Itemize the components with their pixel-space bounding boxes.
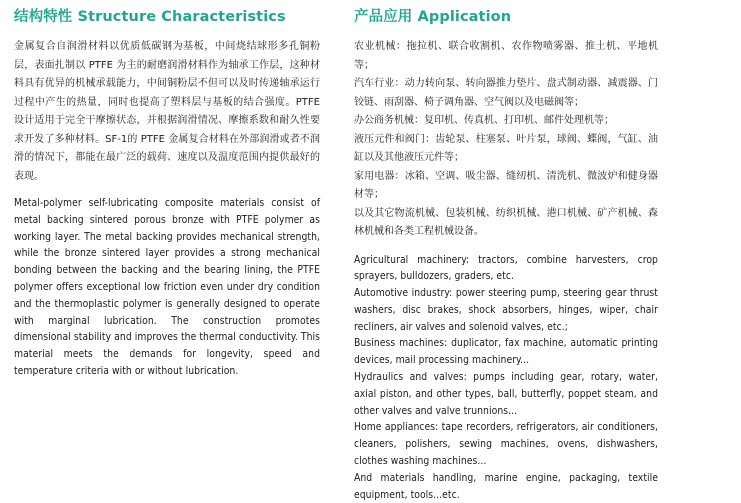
- application-zh-hydraulics: 液压元件和阀门：齿轮泵、柱塞泵、叶片泵，球阀、蝶阀，气缸、油缸以及其他液压元件等；: [354, 131, 658, 168]
- application-list-zh: [354, 38, 658, 242]
- application-zh-agriculture: 农业机械：拖拉机、联合收割机、农作物喷雾器、推土机、平地机等；: [354, 38, 658, 75]
- application-zh-other: 以及其它物流机械、包装机械、纺织机械、港口机械、矿产机械、森林机械和各类工程机械设备。: [354, 205, 658, 242]
- application-heading: 产品应用 Application: [354, 0, 658, 27]
- application-zh-business: 办公商务机械：复印机、传真机、打印机、邮件处理机等；: [354, 112, 658, 131]
- application-en-automotive: Automotive industry: power steering pump, steering gear thrust washers, disc brakes, shock absorbers, hinges, wiper, chair recliners, air valves and solenoid valves, etc.;: [354, 285, 658, 335]
- application-en-home-appliances: Home appliances: tape recorders, refrigerators, air conditioners, cleaners, polishers, sewing machines, ovens, dishwashers, clothes washing machines...: [354, 419, 658, 469]
- application-en-other: And materials handling, marine engine, packaging, textile equipment, tools...etc.: [354, 470, 658, 503]
- structure-characteristics-section: [14, 0, 320, 380]
- application-en-hydraulics: Hydraulics and valves: pumps including gear, rotary, water, axial piston, and other types, ball, butterfly, poppet steam, and other valves and valve trunnions...: [354, 369, 658, 419]
- application-zh-home-appliances: 家用电器：冰箱、空调、吸尘器、缝纫机、清洗机、微波炉和健身器材等；: [354, 168, 658, 205]
- application-en-business: Business machines: duplicator, fax machine, automatic printing devices, mail processing machinery...: [354, 335, 658, 369]
- structure-characteristics-heading: 结构特性 Structure Characteristics: [14, 0, 320, 27]
- application-section: [354, 0, 658, 503]
- application-zh-automotive: 汽车行业：动力转向泵、转向器推力垫片、盘式制动器、减震器、门铰链、雨刮器、椅子调角器、空气阀以及电磁阀等；: [354, 75, 658, 112]
- application-en-agriculture: Agricultural machinery: tractors, combine harvesters, crop sprayers, bulldozers, graders, etc.: [354, 252, 658, 286]
- structure-description-zh: 金属复合自润滑材料以优质低碳钢为基板，中间烧结球形多孔铜粉层，表面扎制以 PTFE 为主的耐磨润滑材料作为轴承工作层，这种材料具有优异的机械承载能力，中间铜粉层不但可以及时传递轴承运行过程中产生的热量，同时也提高了塑料层与基板的结合强度。PTFE 设计适用于完全干摩擦状态，并根据润滑情况、摩擦系数和耐久性要求开发了多种材料。SF-1的 PTFE 金属复合材料在外部润滑或者不润滑的情况下，都能在最广泛的载荷、速度以及温度范围内提供最好的表现。: [14, 38, 320, 186]
- application-list-en: [354, 252, 658, 503]
- structure-description-en: Metal-polymer self-lubricating composite materials consist of metal backing sintered porous bronze with PTFE polymer as working layer. The metal backing provides mechanical strength, while the bronze sintered layer provides a strong mechanical bonding between the backing and the bearing lining, the PTFE polymer offers exceptional low friction even under dry condition and the thermoplastic polymer is generally designed to operate with marginal lubrication. The construction promotes dimensional stability and improves the thermal conductivity. This material meets the demands for longevity, speed and temperature criteria with or without lubrication.: [14, 195, 320, 380]
